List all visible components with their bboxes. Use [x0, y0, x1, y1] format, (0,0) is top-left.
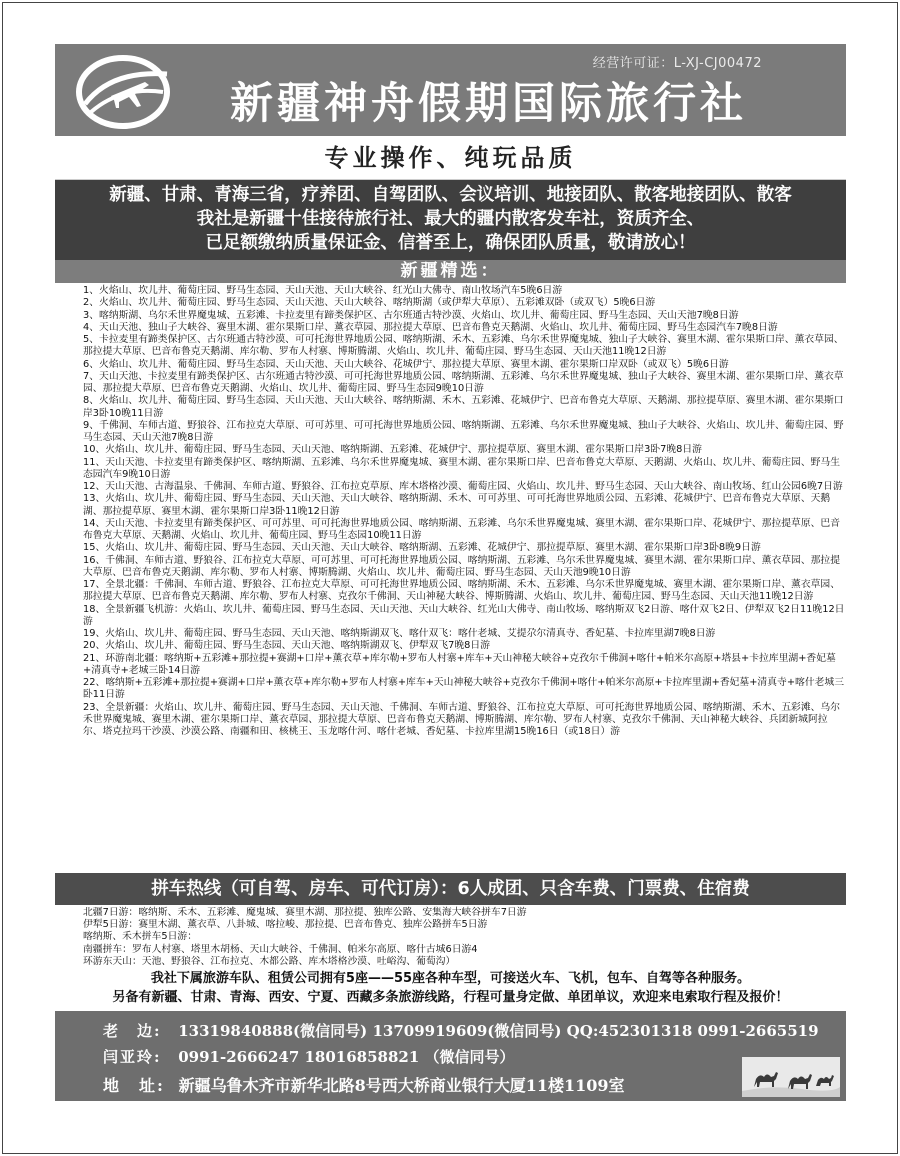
carpool-item: 南疆拼车：罗布人村寨、塔里木胡杨、天山大峡谷、千佛洞、帕米尔高原、喀什古城6日游4 [83, 943, 478, 955]
service-line: 另备有新疆、甘肃、青海、西安、宁夏、西藏多条旅游线路，行程可量身定做、单团单议，欢迎来电索取行程及报价！ [112, 990, 789, 1006]
route-item: 13、火焰山、坎儿井、葡萄庄园、野马生态园、天山天池、天山大峡谷、喀纳斯湖、禾木、可可苏里、可可托海世界地质公园、五彩滩、花城伊宁、巴音布鲁克大草原、天鹅湖、那拉提草原、赛里木湖、霍尔果斯口岸3卧11晚12日游 [83, 493, 831, 517]
route-item: 20、火焰山、坎儿井、葡萄庄园、野马生态园、天山天池、喀纳斯湖双飞、伊犁双飞7晚8日游 [83, 640, 491, 652]
contact-value: 13319840888(微信同号) 13709919609(微信同号) QQ:452301318 0991-2665519 [178, 1022, 819, 1041]
carpool-item: 伊犁5日游：赛里木湖、薰衣草、八卦城、喀拉峻、那拉提、巴音布鲁克、独库公路拼车5日游 [83, 919, 488, 931]
route-item: 4、天山天池、独山子大峡谷、赛里木湖、霍尔果斯口岸、薰衣草园、那拉提大草原、巴音布鲁克天鹅湖、火焰山、坎儿井、葡萄庄园、野马生态园汽车7晚8日游 [83, 321, 778, 333]
contact-label: 老 边: [103, 1022, 162, 1041]
slogan-band [55, 136, 846, 180]
intro-line: 已足额缴纳质量保证金、信誉至上，确保团队质量，敬请放心！ [205, 233, 696, 253]
route-item: 9、千佛洞、车师古道、野狼谷、江布拉克大草原、可可苏里、可可托海世界地质公园、喀纳斯湖、五彩滩、乌尔禾世界魔鬼城、独山子大峡谷、火焰山、坎儿井、葡萄庄园、野马生态园、天山天池7晚8日游 [83, 419, 844, 443]
advertisement [55, 44, 846, 1101]
route-item: 6、火焰山、坎儿井、葡萄庄园、野马生态园、天山天池、天山大峡谷、花城伊宁、那拉提大草原、赛里木湖、霍尔果斯口岸双卧（或双飞）5晚6日游 [83, 358, 729, 370]
carpool-list [55, 905, 846, 968]
route-item: 18、全景新疆飞机游：火焰山、坎儿井、葡萄庄园、野马生态园、天山天池、天山大峡谷、红光山大佛寺、南山牧场、喀纳斯双飞2日游、喀什双飞2日、伊犁双飞2日11晚12日游 [83, 603, 845, 627]
intro-line: 新疆、甘肃、青海三省，疗养团、自驾团队、会议培训、地接团队、散客地接团队、散客 [109, 185, 792, 205]
route-item: 5、卡拉麦里有蹄类保护区、古尔班通古特沙漠、可可托海世界地质公园、喀纳斯湖、禾木、五彩滩、乌尔禾世界魔鬼城、独山子大峡谷、赛里木湖、霍尔果斯口岸、薰衣草园、那拉提大草原、巴音布鲁克天鹅湖、库尔勒、罗布人村寨、博斯腾湖、火焰山、坎儿井、葡萄庄园、野马生态园、天山天池11晚12日游 [83, 334, 844, 358]
route-item: 22、喀纳斯+五彩滩+那拉提+赛湖+口岸+薰衣草+库尔勒+罗布人村寨+库车+天山神秘大峡谷+克孜尔千佛洞+喀什+帕米尔高原+卡拉库里湖+香妃墓+清真寺+喀什老城三卧11日游 [83, 677, 845, 701]
slogan-text: 专业操作、纯玩品质 [324, 144, 577, 172]
contact-row [103, 1046, 515, 1067]
route-item: 11、天山天池、卡拉麦里有蹄类保护区、喀纳斯湖、五彩滩、乌尔禾世界魔鬼城、赛里木湖、霍尔果斯口岸、巴音布鲁克大草原、天鹅湖、火焰山、坎儿井、葡萄庄园、野马生态园汽车9晚10日游 [83, 456, 841, 480]
address-label: 地 址: [103, 1076, 165, 1096]
route-item: 8、火焰山、坎儿井、葡萄庄园、野马生态园、天山天池、天山大峡谷、喀纳斯湖、禾木、五彩滩、花城伊宁、巴音布鲁克大草原、天鹅湖、那拉提草原、赛里木湖、霍尔果斯口岸3卧10晚11日游 [83, 395, 844, 419]
route-item: 7、天山天池、卡拉麦里有蹄类保护区、古尔班通古特沙漠、可可托海世界地质公园、喀纳斯湖、五彩滩、乌尔禾世界魔鬼城、独山子大峡谷、赛里木湖、霍尔果斯口岸、薰衣草园、那拉提大草原、巴音布鲁克天鹅湖、火焰山、坎儿井、葡萄庄园、野马生态园9晚10日游 [83, 370, 844, 394]
route-item: 19、火焰山、坎儿井、葡萄庄园、野马生态园、天山天池、喀纳斯湖双飞、喀什双飞：喀什老城、艾提尕尔清真寺、香妃墓、卡拉库里湖7晚8日游 [83, 628, 716, 639]
carpool-item: 喀纳斯、禾木拼车5日游： [83, 931, 197, 943]
route-item: 21、环游南北疆：喀纳斯+五彩滩+那拉提+赛湖+口岸+薰衣草+库尔勒+罗布人村寨+库车+天山神秘大峡谷+克孜尔千佛洞+喀什+帕米尔高原+塔县+卡拉库里湖+香妃墓+清真寺+老城三卧14日游 [83, 652, 836, 676]
intro-line: 我社是新疆十佳接待旅行社、最大的疆内散客发车社，资质齐全、 [196, 209, 705, 229]
carpool-item: 环游东天山：天池、野狼谷、江布拉克、木都公路、库木塔格沙漠、吐峪沟、葡萄沟） [83, 955, 456, 967]
carpool-hotline-title: 拼车热线（可自驾、房车、可代订房）：6人成团、只含车费、门票费、住宿费 [55, 873, 846, 905]
route-item: 16、千佛洞、车师古道、野狼谷、江布拉克大草原、可可苏里、可可托海世界地质公园、喀纳斯湖、五彩滩、乌尔禾世界魔鬼城、赛里木湖、霍尔果斯口岸、薰衣草园、那拉提大草原、巴音布鲁克天鹅湖、库尔勒、罗布人村寨、博斯腾湖、火焰山、坎儿井、葡萄庄园、野马生态园、天山天池9晚10日游 [83, 554, 841, 578]
contact-row [103, 1020, 819, 1041]
route-item: 14、天山天池、卡拉麦里有蹄类保护区、可可苏里、可可托海世界地质公园、喀纳斯湖、五彩滩、乌尔禾世界魔鬼城、赛里木湖、霍尔果斯口岸、花城伊宁、那拉提草原、巴音布鲁克大草原、天鹅湖、火焰山、坎儿井、葡萄庄园、野马生态园10晚11日游 [83, 517, 841, 541]
company-name: 新疆神舟假期国际旅行社 [230, 79, 747, 129]
route-item: 3、喀纳斯湖、乌尔禾世界魔鬼城、五彩滩、卡拉麦里有蹄类保护区、古尔班通古特沙漠、火焰山、坎儿井、葡萄庄园、野马生态园、天山天池7晚8日游 [83, 309, 739, 321]
license-number: 经营许可证：L-XJ-CJ00472 [592, 56, 762, 71]
route-item: 23、全景新疆：火焰山、坎儿井、葡萄庄园、野马生态园、天山天池、千佛洞、车师古道、野狼谷、江布拉克大草原、可可托海世界地质公园、喀纳斯湖、禾木、五彩滩、乌尔禾世界魔鬼城、赛里木湖、霍尔果斯口岸、薰衣草园、那拉提大草原、巴音布鲁克天鹅湖、博斯腾湖、库尔勒、罗布人村寨、克孜尔千佛洞、天山神秘大峡谷、兵团新城阿拉尔、塔克拉玛干沙漠、沙漠公路、南疆和田、核桃王、玉龙喀什河、喀什老城、香妃墓、卡拉库里湖15晚16日（或18日）游 [83, 701, 841, 737]
intro-block [55, 180, 846, 260]
airplane-swirl-logo-icon [71, 52, 181, 130]
contact-value: 0991-2666247 18016858821 （微信同号） [178, 1048, 515, 1067]
address-row [103, 1073, 625, 1096]
contact-label: 闫亚玲: [103, 1048, 162, 1067]
route-item: 10、火焰山、坎儿井、葡萄庄园、野马生态园、天山天池、喀纳斯湖、五彩滩、花城伊宁、那拉提草原、赛里木湖、霍尔果斯口岸3卧7晚8日游 [83, 444, 702, 456]
route-item: 15、火焰山、坎儿井、葡萄庄园、野马生态园、天山天池、天山大峡谷、喀纳斯湖、五彩滩、花城伊宁、那拉提草原、赛里木湖、霍尔果斯口岸3卧8晚9日游 [83, 542, 761, 554]
route-item: 17、全景北疆：千佛洞、车师古道、野狼谷、江布拉克大草原、可可托海世界地质公园、喀纳斯湖、禾木、五彩滩、乌尔禾世界魔鬼城、赛里木湖、霍尔果斯口岸、薰衣草园、那拉提大草原、巴音布鲁克天鹅湖、库尔勒、罗布人村寨、克孜尔千佛洞、天山神秘大峡谷、博斯腾湖、火焰山、坎儿井、葡萄庄园、野马生态园、天山天池11晚12日游 [83, 579, 841, 603]
route-list [55, 283, 846, 873]
contact-panel [55, 1011, 846, 1101]
service-line: 我社下属旅游车队、租赁公司拥有5座——55座各种车型，可接送火车、飞机，包车、自驾等各种服务。 [150, 971, 751, 987]
address-value: 新疆乌鲁木齐市新华北路8号西大桥商业银行大厦11楼1109室 [178, 1076, 625, 1096]
service-notes [55, 968, 846, 1007]
camel-caravan-icon [742, 1057, 840, 1097]
section-title: 新疆精选： [55, 260, 846, 283]
route-item: 12、天山天池、古海温泉、千佛洞、车师古道、野狼谷、江布拉克草原、库木塔格沙漠、葡萄庄园、火焰山、坎儿井、野马生态园、天山大峡谷、南山牧场、红山公园6晚7日游 [83, 481, 843, 492]
carpool-item: 北疆7日游：喀纳斯、禾木、五彩滩、魔鬼城、赛里木湖、那拉提、独库公路、安集海大峡谷拼车7日游 [83, 907, 527, 918]
route-item: 1、火焰山、坎儿井、葡萄庄园、野马生态园、天山天池、天山大峡谷、红光山大佛寺、南山牧场汽车5晚6日游 [83, 285, 563, 296]
route-item: 2、火焰山、坎儿井、葡萄庄园、野马生态园、天山天池、天山大峡谷、喀纳斯湖（或伊犁大草原）、五彩滩双卧（或双飞）5晚6日游 [83, 297, 656, 309]
header-banner [55, 44, 846, 136]
